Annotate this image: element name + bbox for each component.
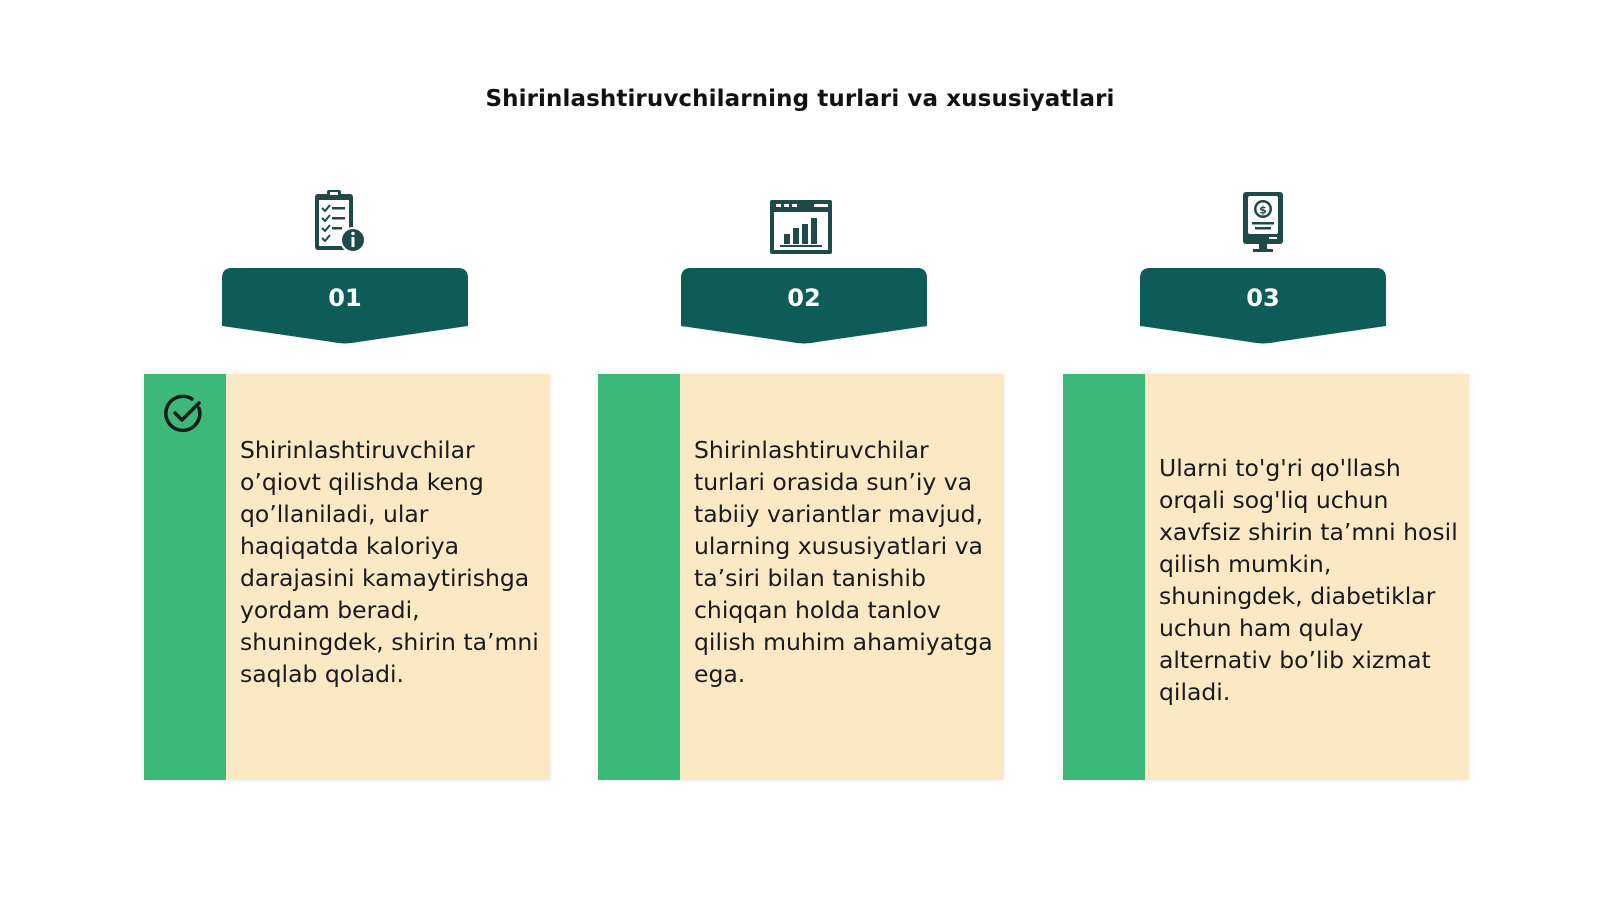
step-number: 02 (787, 284, 821, 312)
clipboard-checklist-info-icon (137, 186, 537, 258)
step-tab-02 (681, 268, 927, 348)
info-card (144, 374, 550, 780)
page-title: Shirinlashtiruvchilarning turlari va xususiyatlari (485, 86, 1115, 112)
browser-bar-chart-icon (600, 186, 1000, 258)
item-column-2 (600, 0, 1000, 900)
step-tab-03 (1140, 268, 1386, 348)
dollar-document-monitor-icon (1063, 186, 1463, 258)
step-number: 03 (1246, 284, 1280, 312)
check-circle-icon (162, 392, 206, 440)
card-accent-strip (598, 374, 680, 780)
card-text: Shirinlashtiruvchilar turlari orasida sun’iy va tabiiy variantlar mavjud, ularning xususiyatlari va ta’siri bilan tanishib chiqqan holda tanlov qilish muhim ahamiyatga ega. (694, 436, 993, 688)
step-tab-01 (222, 268, 468, 348)
info-card (1063, 374, 1469, 780)
card-accent-strip (1063, 374, 1145, 780)
svg-text:$: $ (1259, 203, 1267, 217)
step-number: 01 (328, 284, 362, 312)
card-text: Ularni to'g'ri qo'llash orqali sog'liq uchun xavfsiz shirin ta’mni hosil qilish mumkin, shuningdek, diabetiklar uchun ham qulay alternativ bo’lib xizmat qiladi. (1159, 454, 1458, 706)
item-column-3 (1063, 0, 1463, 900)
item-column-1 (144, 0, 544, 900)
card-text: Shirinlashtiruvchilar o’qiovt qilishda keng qo’llaniladi, ular haqiqatda kaloriya darajasini kamaytirishga yordam beradi, shuningdek, shirin ta’mni saqlab qoladi. (240, 436, 539, 688)
info-card (598, 374, 1004, 780)
